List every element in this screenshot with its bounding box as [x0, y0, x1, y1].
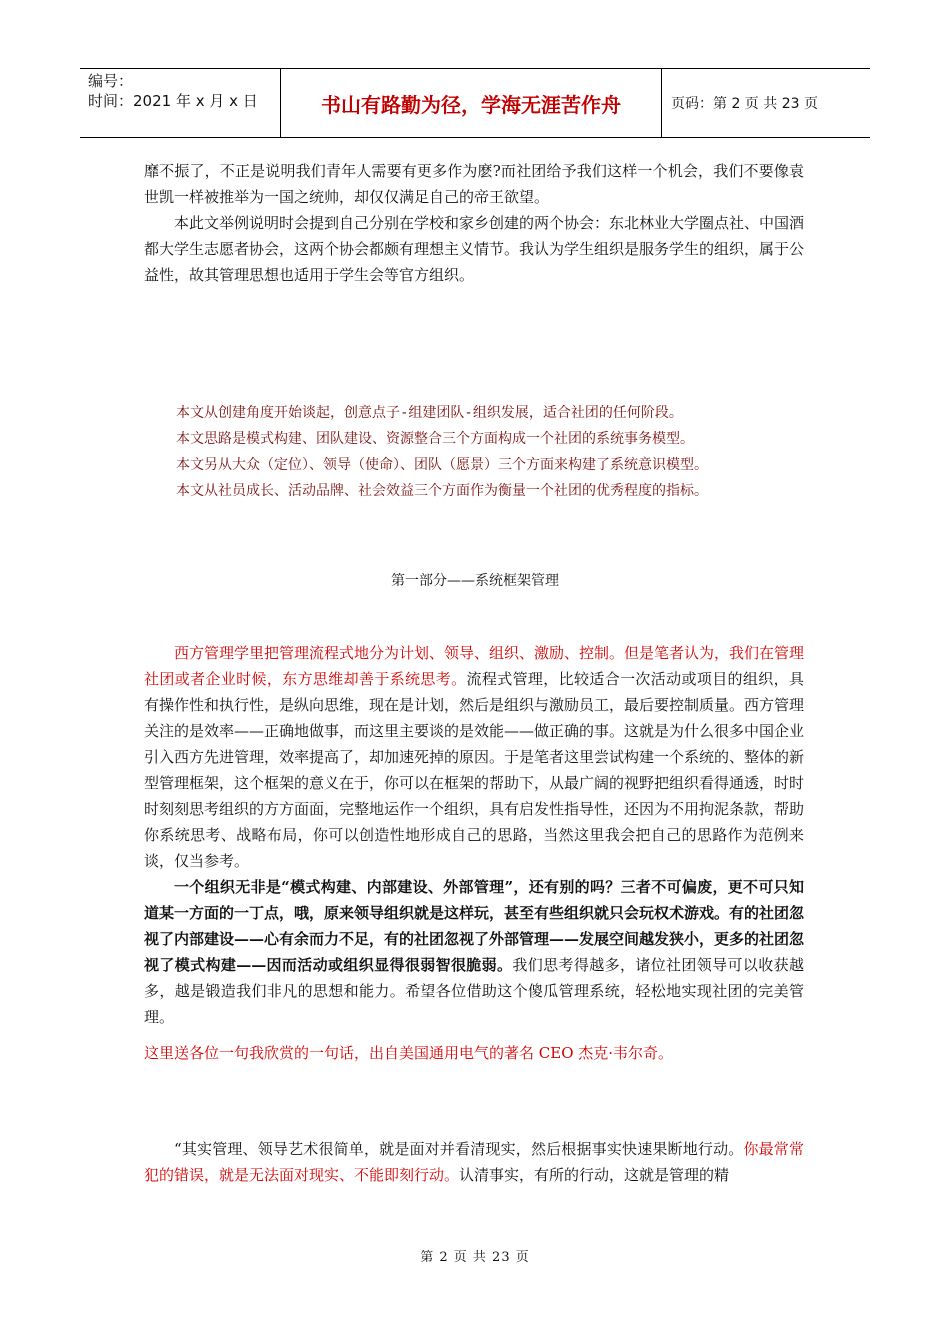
page-header — [80, 68, 870, 138]
abstract-line: 本文从创建角度开始谈起，创意点子-组建团队-组织发展，适合社团的任何阶段。 — [176, 405, 683, 421]
quote-part: 认清事实，有所的行动，这就是管理的精 — [459, 1166, 730, 1184]
paragraph: 本此文举例说明时会提到自己分别在学校和家乡创建的两个协会：东北林业大学圈点社、中国酒都大学生志愿者协会，这两个协会都颇有理想主义情节。我认为学生组织是服务学生的组织，属于公益性，故其管理思想也适用于学生会等官方组织。 — [144, 214, 805, 284]
body-text: 流程式管理，比较适合一次活动或项目的组织，具有操作性和执行性，是纵向思维，现在是计划，然后是组织与激励员工，最后要控制质量。西方管理关注的是效率——正确地做事，而这里主要谈的是效能——做正确的事。这就是为什么很多中国企业引入西方先进管理，效率提高了，却加速死掉的原因。于是笔者这里尝试构建一个系统的、整体的新型管理框架，这个框架的意义在于，你可以在框架的帮助下，从最广阔的视野把组织看得通透，时时时刻刻思考组织的方方面面，完整地运作一个组织，具有启发性指导性，还因为不用拘泥条款，帮助你系统思考、战略布局，你可以创造性地形成自己的思路，当然这里我会把自己的思路作为范例来谈，仅当参考。 — [144, 670, 805, 870]
page-footer: 第 2 页 共 23 页 — [420, 1250, 530, 1265]
paragraph — [144, 1136, 804, 1188]
abstract-line: 本文另从大众（定位）、领导（使命）、团队（愿景）三个方面来构建了系统意识模型。 — [176, 457, 708, 473]
header-meta — [80, 69, 281, 137]
header-page-info: 页码：第 2 页 共 23 页 — [671, 96, 818, 112]
main-text — [144, 640, 804, 1030]
highlight-text: 西方管理学里把管理流程式地分为计划、领导、组织、激励、控制。但是笔者认为，我们在管理社团或者企业时候，东方思维却善于系统思考。 — [144, 644, 805, 688]
paragraph — [144, 640, 804, 874]
abstract — [176, 400, 816, 504]
body-text: 我们思考得越多，诸位社团领导可以收获越多，越是锻造我们非凡的思想和能力。希望各位借助这个傻瓜管理系统，轻松地实现社团的完美管理。 — [144, 956, 804, 1026]
quote-text — [144, 1136, 804, 1188]
intro-text — [144, 158, 804, 288]
abstract-line: 本文从社员成长、活动品牌、社会效益三个方面作为衡量一个社团的优秀程度的指标。 — [176, 483, 708, 499]
section-title: 第一部分——系统框架管理 — [391, 573, 559, 589]
time-label: 时间：2021 年 x 月 x 日 — [88, 92, 258, 110]
quote-intro: 这里送各位一句我欣赏的一句话，出自美国通用电气的著名 CEO 杰克·韦尔奇。 — [144, 1044, 674, 1062]
bold-text: 一个组织无非是“模式构建、内部建设、外部管理”，还有别的吗？三者不可偏废，更不可只知道某一方面的一丁点，哦，原来领导组织就是这样玩，甚至有些组织就只会玩权术游戏。有的社团忽视了内部建设——心有余而力不足，有的社团忽视了外部管理——发展空间越发狭小，更多的社团忽视了模式构建——因而活动或组织显得很弱智很脆弱。 — [144, 878, 805, 974]
paragraph: 靡不振了，不正是说明我们青年人需要有更多作为麽?而社团给予我们这样一个机会，我们不要像袁世凯一样被推举为一国之统帅，却仅仅满足自己的帝王欲望。 — [144, 162, 804, 206]
header-motto: 书山有路勤为径，学海无涯苦作舟 — [281, 69, 662, 137]
abstract-line: 本文思路是模式构建、团队建设、资源整合三个方面构成一个社团的系统事务模型。 — [176, 431, 694, 447]
quote-part: “其实管理、领导艺术很简单，就是面对并看清现实，然后根据事实快速果断地行动。 — [174, 1140, 744, 1158]
paragraph — [144, 874, 804, 1030]
number-label: 编号： — [88, 72, 134, 90]
quote-highlight: 你最常常犯的错误，就是无法面对现实、不能即刻行动。 — [144, 1140, 804, 1184]
